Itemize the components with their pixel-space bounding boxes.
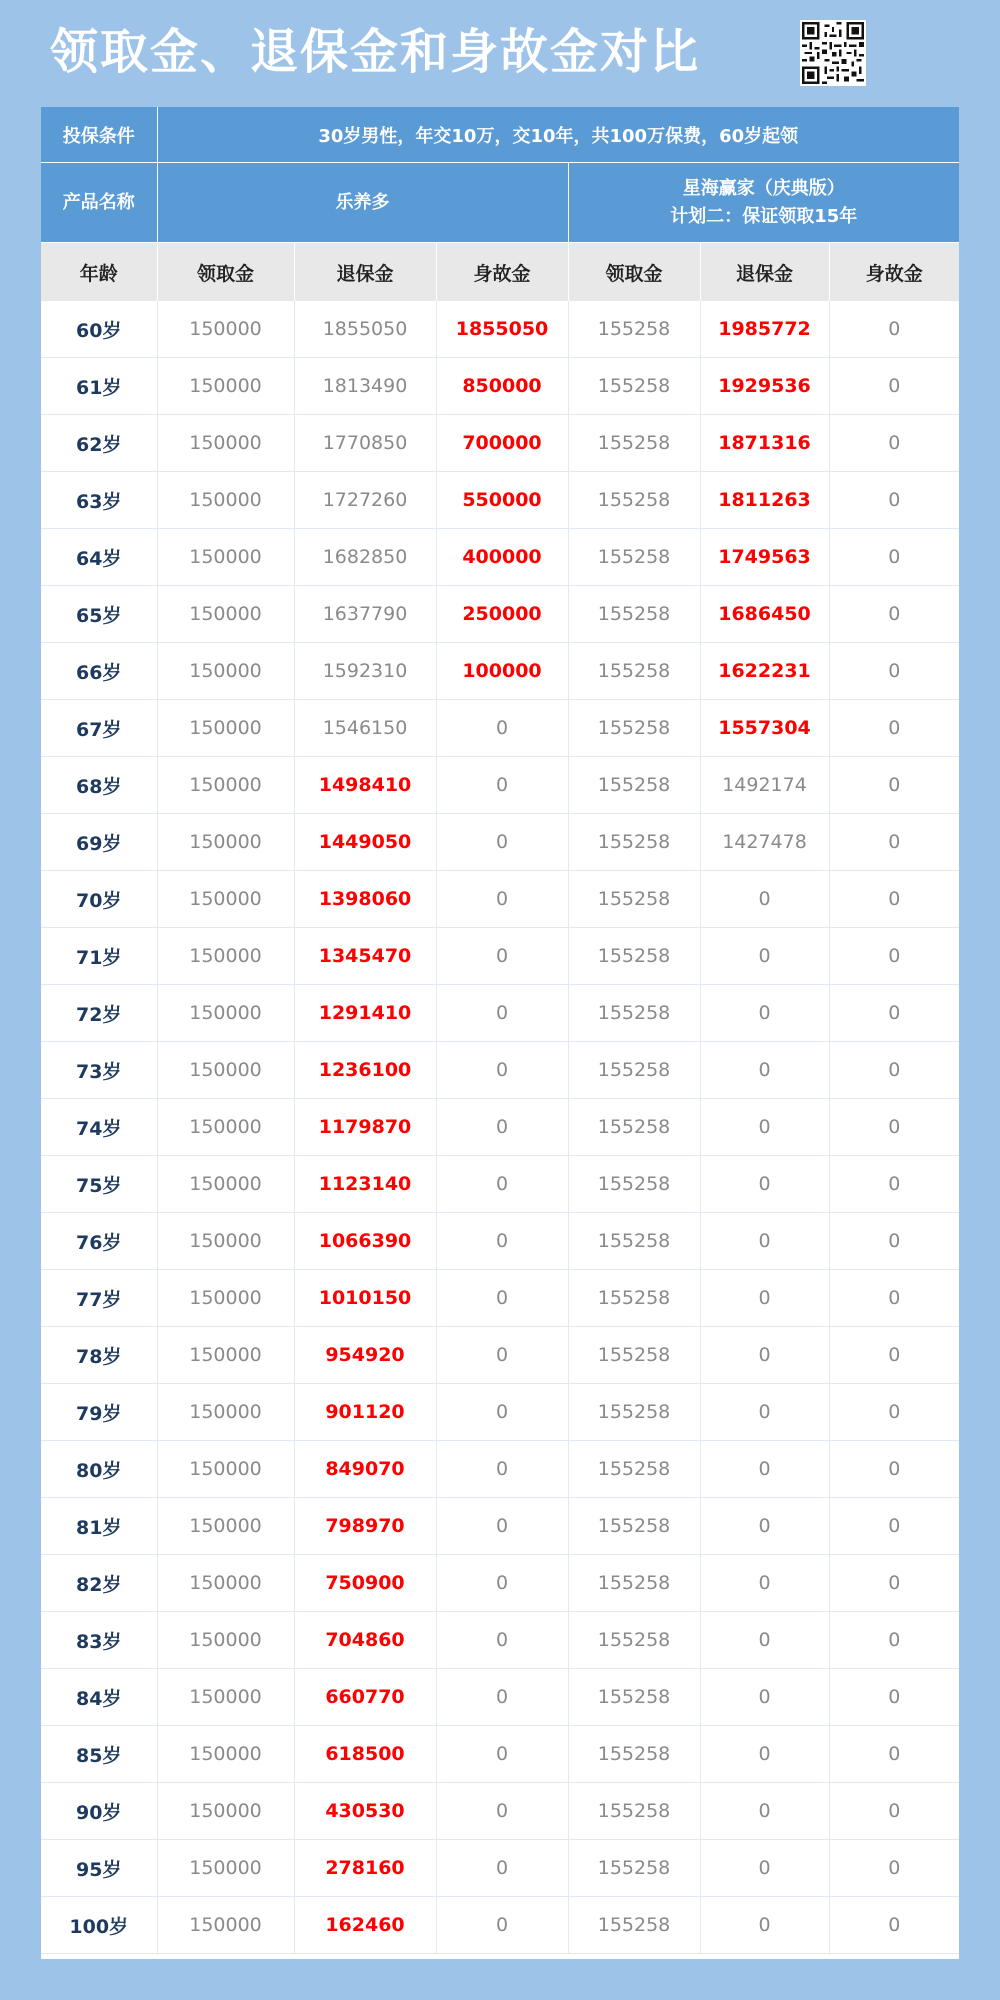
table-row <box>41 1726 959 1783</box>
p1-death-benefit-cell: 0 <box>436 985 568 1042</box>
table-row <box>41 529 959 586</box>
p2-payout-cell: 155258 <box>568 1897 700 1954</box>
p1-death-benefit-cell: 1855050 <box>436 301 568 358</box>
p1-death-benefit-cell: 0 <box>436 1099 568 1156</box>
p2-surrender-cell: 1427478 <box>700 814 829 871</box>
table-row <box>41 1555 959 1612</box>
conditions-value: 30岁男性，年交10万，交10年，共100万保费，60岁起领 <box>157 107 959 163</box>
p1-surrender-cell: 1498410 <box>294 757 436 814</box>
p2-surrender-cell: 1557304 <box>700 700 829 757</box>
p2-payout-cell: 155258 <box>568 472 700 529</box>
p1-surrender-cell: 954920 <box>294 1327 436 1384</box>
table-row <box>41 700 959 757</box>
p1-surrender-cell: 1066390 <box>294 1213 436 1270</box>
p2-death-benefit-cell: 0 <box>829 1213 959 1270</box>
p1-surrender-cell: 1682850 <box>294 529 436 586</box>
p2-surrender-cell: 0 <box>700 1156 829 1213</box>
p2-death-benefit-cell: 0 <box>829 1498 959 1555</box>
p2-payout-cell: 155258 <box>568 1669 700 1726</box>
age-cell: 72岁 <box>41 985 157 1042</box>
p2-death-benefit-cell: 0 <box>829 1726 959 1783</box>
conditions-row <box>41 107 959 163</box>
table-row <box>41 1783 959 1840</box>
product-name-row <box>41 163 959 243</box>
table-row <box>41 757 959 814</box>
age-cell: 66岁 <box>41 643 157 700</box>
p1-surrender-cell: 1345470 <box>294 928 436 985</box>
p1-payout-cell: 150000 <box>157 814 294 871</box>
p1-death-benefit-cell: 0 <box>436 814 568 871</box>
p2-surrender-cell: 0 <box>700 1840 829 1897</box>
p2-death-benefit-cell: 0 <box>829 1840 959 1897</box>
p1-surrender-cell: 430530 <box>294 1783 436 1840</box>
p1-surrender-cell: 278160 <box>294 1840 436 1897</box>
p1-payout-cell: 150000 <box>157 1042 294 1099</box>
p1-payout-cell: 150000 <box>157 586 294 643</box>
p1-death-benefit-cell: 0 <box>436 757 568 814</box>
p2-payout-cell: 155258 <box>568 814 700 871</box>
p1-death-benefit-cell: 0 <box>436 1669 568 1726</box>
p1-death-benefit-cell: 0 <box>436 1612 568 1669</box>
p2-surrender-cell: 0 <box>700 985 829 1042</box>
p2-payout-cell: 155258 <box>568 1213 700 1270</box>
p2-payout-cell: 155258 <box>568 1783 700 1840</box>
p1-surrender-cell: 704860 <box>294 1612 436 1669</box>
p2-payout-cell: 155258 <box>568 1726 700 1783</box>
age-cell: 71岁 <box>41 928 157 985</box>
p2-death-benefit-cell: 0 <box>829 757 959 814</box>
p1-death-benefit-cell: 0 <box>436 1726 568 1783</box>
p1-payout-cell: 150000 <box>157 1384 294 1441</box>
p2-surrender-cell: 1985772 <box>700 301 829 358</box>
p1-surrender-cell: 1813490 <box>294 358 436 415</box>
p2-payout-cell: 155258 <box>568 871 700 928</box>
p1-payout-cell: 150000 <box>157 1156 294 1213</box>
p2-surrender-cell: 1492174 <box>700 757 829 814</box>
p1-surrender-cell: 618500 <box>294 1726 436 1783</box>
p1-surrender-cell: 1179870 <box>294 1099 436 1156</box>
table-row <box>41 1327 959 1384</box>
p1-death-benefit-cell: 0 <box>436 1156 568 1213</box>
p2-death-benefit-cell: 0 <box>829 1156 959 1213</box>
age-cell: 85岁 <box>41 1726 157 1783</box>
p1-surrender-cell: 1449050 <box>294 814 436 871</box>
p2-death-benefit-cell: 0 <box>829 529 959 586</box>
table-row <box>41 1384 959 1441</box>
p2-payout-cell: 155258 <box>568 1840 700 1897</box>
age-cell: 80岁 <box>41 1441 157 1498</box>
table-row <box>41 1669 959 1726</box>
comparison-table <box>41 107 959 1954</box>
product-2-name <box>568 163 959 243</box>
p1-payout-cell: 150000 <box>157 1726 294 1783</box>
column-header-age: 年龄 <box>41 243 157 302</box>
p1-death-benefit-cell: 0 <box>436 700 568 757</box>
p1-surrender-cell: 1546150 <box>294 700 436 757</box>
p1-payout-cell: 150000 <box>157 415 294 472</box>
p1-death-benefit-cell: 400000 <box>436 529 568 586</box>
p2-death-benefit-cell: 0 <box>829 700 959 757</box>
table-row <box>41 1156 959 1213</box>
p1-surrender-cell: 1637790 <box>294 586 436 643</box>
table-row <box>41 871 959 928</box>
product-1-name: 乐养多 <box>157 163 568 243</box>
p1-death-benefit-cell: 0 <box>436 1213 568 1270</box>
p1-surrender-cell: 660770 <box>294 1669 436 1726</box>
column-header-p2-surrender: 退保金 <box>700 243 829 302</box>
table-row <box>41 1897 959 1954</box>
p1-payout-cell: 150000 <box>157 985 294 1042</box>
age-cell: 68岁 <box>41 757 157 814</box>
p1-death-benefit-cell: 0 <box>436 928 568 985</box>
p2-payout-cell: 155258 <box>568 1384 700 1441</box>
p2-payout-cell: 155258 <box>568 1270 700 1327</box>
age-cell: 77岁 <box>41 1270 157 1327</box>
p1-payout-cell: 150000 <box>157 757 294 814</box>
p1-payout-cell: 150000 <box>157 700 294 757</box>
p1-surrender-cell: 1123140 <box>294 1156 436 1213</box>
p2-surrender-cell: 1811263 <box>700 472 829 529</box>
p1-surrender-cell: 1855050 <box>294 301 436 358</box>
p1-payout-cell: 150000 <box>157 472 294 529</box>
p2-death-benefit-cell: 0 <box>829 928 959 985</box>
p1-death-benefit-cell: 0 <box>436 1327 568 1384</box>
p2-death-benefit-cell: 0 <box>829 358 959 415</box>
p2-payout-cell: 155258 <box>568 643 700 700</box>
p2-surrender-cell: 0 <box>700 1783 829 1840</box>
p1-payout-cell: 150000 <box>157 928 294 985</box>
column-header-p2-death-benefit: 身故金 <box>829 243 959 302</box>
table-row <box>41 1840 959 1897</box>
p1-surrender-cell: 162460 <box>294 1897 436 1954</box>
p2-surrender-cell: 0 <box>700 871 829 928</box>
p1-payout-cell: 150000 <box>157 1099 294 1156</box>
table-row <box>41 586 959 643</box>
age-cell: 65岁 <box>41 586 157 643</box>
comparison-table-card <box>41 107 959 1959</box>
p2-death-benefit-cell: 0 <box>829 1612 959 1669</box>
p2-surrender-cell: 1749563 <box>700 529 829 586</box>
p2-death-benefit-cell: 0 <box>829 1897 959 1954</box>
p1-payout-cell: 150000 <box>157 1270 294 1327</box>
age-cell: 84岁 <box>41 1669 157 1726</box>
p1-death-benefit-cell: 0 <box>436 1555 568 1612</box>
p2-death-benefit-cell: 0 <box>829 586 959 643</box>
table-row <box>41 928 959 985</box>
p1-death-benefit-cell: 0 <box>436 1897 568 1954</box>
p2-payout-cell: 155258 <box>568 1555 700 1612</box>
p2-payout-cell: 155258 <box>568 301 700 358</box>
table-row <box>41 1612 959 1669</box>
age-cell: 73岁 <box>41 1042 157 1099</box>
p1-death-benefit-cell: 0 <box>436 1840 568 1897</box>
age-cell: 78岁 <box>41 1327 157 1384</box>
age-cell: 63岁 <box>41 472 157 529</box>
p1-death-benefit-cell: 550000 <box>436 472 568 529</box>
p1-surrender-cell: 1592310 <box>294 643 436 700</box>
p2-payout-cell: 155258 <box>568 1156 700 1213</box>
p2-payout-cell: 155258 <box>568 1612 700 1669</box>
p2-payout-cell: 155258 <box>568 700 700 757</box>
p1-death-benefit-cell: 0 <box>436 1441 568 1498</box>
column-header-p2-payout: 领取金 <box>568 243 700 302</box>
p1-payout-cell: 150000 <box>157 1669 294 1726</box>
p1-surrender-cell: 1727260 <box>294 472 436 529</box>
p2-death-benefit-cell: 0 <box>829 472 959 529</box>
p2-payout-cell: 155258 <box>568 757 700 814</box>
p2-payout-cell: 155258 <box>568 529 700 586</box>
table-row <box>41 1099 959 1156</box>
page-title: 领取金、退保金和身故金对比 <box>50 24 701 80</box>
p2-payout-cell: 155258 <box>568 1042 700 1099</box>
product-name-label: 产品名称 <box>41 163 157 243</box>
p2-payout-cell: 155258 <box>568 1441 700 1498</box>
p2-surrender-cell: 0 <box>700 928 829 985</box>
p2-payout-cell: 155258 <box>568 985 700 1042</box>
p2-payout-cell: 155258 <box>568 1099 700 1156</box>
p2-surrender-cell: 0 <box>700 1612 829 1669</box>
p1-surrender-cell: 750900 <box>294 1555 436 1612</box>
p2-death-benefit-cell: 0 <box>829 1669 959 1726</box>
qr-code-icon <box>800 20 866 86</box>
age-cell: 74岁 <box>41 1099 157 1156</box>
column-header-p1-death-benefit: 身故金 <box>436 243 568 302</box>
p1-surrender-cell: 1291410 <box>294 985 436 1042</box>
age-cell: 81岁 <box>41 1498 157 1555</box>
age-cell: 69岁 <box>41 814 157 871</box>
age-cell: 64岁 <box>41 529 157 586</box>
p1-surrender-cell: 1398060 <box>294 871 436 928</box>
p2-surrender-cell: 1622231 <box>700 643 829 700</box>
p1-death-benefit-cell: 0 <box>436 1042 568 1099</box>
p1-death-benefit-cell: 0 <box>436 871 568 928</box>
p2-death-benefit-cell: 0 <box>829 1441 959 1498</box>
table-row <box>41 1213 959 1270</box>
p2-payout-cell: 155258 <box>568 928 700 985</box>
p1-death-benefit-cell: 100000 <box>436 643 568 700</box>
p1-payout-cell: 150000 <box>157 1213 294 1270</box>
p2-death-benefit-cell: 0 <box>829 1783 959 1840</box>
p1-death-benefit-cell: 0 <box>436 1498 568 1555</box>
p1-death-benefit-cell: 0 <box>436 1783 568 1840</box>
p1-payout-cell: 150000 <box>157 301 294 358</box>
p2-death-benefit-cell: 0 <box>829 1099 959 1156</box>
age-cell: 83岁 <box>41 1612 157 1669</box>
p1-death-benefit-cell: 700000 <box>436 415 568 472</box>
p2-death-benefit-cell: 0 <box>829 1270 959 1327</box>
p2-surrender-cell: 0 <box>700 1726 829 1783</box>
p2-death-benefit-cell: 0 <box>829 1042 959 1099</box>
p2-death-benefit-cell: 0 <box>829 871 959 928</box>
p2-payout-cell: 155258 <box>568 415 700 472</box>
table-row <box>41 358 959 415</box>
p2-death-benefit-cell: 0 <box>829 415 959 472</box>
age-cell: 61岁 <box>41 358 157 415</box>
p2-payout-cell: 155258 <box>568 586 700 643</box>
p2-surrender-cell: 0 <box>700 1555 829 1612</box>
table-row <box>41 1441 959 1498</box>
table-row <box>41 1042 959 1099</box>
p2-death-benefit-cell: 0 <box>829 1384 959 1441</box>
p2-death-benefit-cell: 0 <box>829 643 959 700</box>
p1-surrender-cell: 798970 <box>294 1498 436 1555</box>
p2-surrender-cell: 0 <box>700 1042 829 1099</box>
p1-payout-cell: 150000 <box>157 358 294 415</box>
p1-death-benefit-cell: 250000 <box>436 586 568 643</box>
p2-death-benefit-cell: 0 <box>829 301 959 358</box>
p2-surrender-cell: 1929536 <box>700 358 829 415</box>
p1-surrender-cell: 1010150 <box>294 1270 436 1327</box>
age-cell: 90岁 <box>41 1783 157 1840</box>
p2-surrender-cell: 0 <box>700 1270 829 1327</box>
p1-payout-cell: 150000 <box>157 1897 294 1954</box>
p1-surrender-cell: 849070 <box>294 1441 436 1498</box>
age-cell: 82岁 <box>41 1555 157 1612</box>
p2-surrender-cell: 0 <box>700 1327 829 1384</box>
table-row <box>41 472 959 529</box>
age-cell: 76岁 <box>41 1213 157 1270</box>
age-cell: 62岁 <box>41 415 157 472</box>
p1-death-benefit-cell: 0 <box>436 1384 568 1441</box>
p1-payout-cell: 150000 <box>157 1441 294 1498</box>
p1-payout-cell: 150000 <box>157 1555 294 1612</box>
p1-surrender-cell: 901120 <box>294 1384 436 1441</box>
conditions-label: 投保条件 <box>41 107 157 163</box>
p1-payout-cell: 150000 <box>157 1327 294 1384</box>
age-cell: 100岁 <box>41 1897 157 1954</box>
p1-death-benefit-cell: 850000 <box>436 358 568 415</box>
product-2-name-line1: 星海赢家（庆典版） <box>682 177 845 199</box>
p2-payout-cell: 155258 <box>568 358 700 415</box>
p2-death-benefit-cell: 0 <box>829 1327 959 1384</box>
p1-death-benefit-cell: 0 <box>436 1270 568 1327</box>
p2-surrender-cell: 0 <box>700 1099 829 1156</box>
p2-surrender-cell: 0 <box>700 1441 829 1498</box>
p2-surrender-cell: 0 <box>700 1669 829 1726</box>
age-cell: 75岁 <box>41 1156 157 1213</box>
age-cell: 95岁 <box>41 1840 157 1897</box>
p2-death-benefit-cell: 0 <box>829 814 959 871</box>
p2-surrender-cell: 0 <box>700 1498 829 1555</box>
table-row <box>41 985 959 1042</box>
table-row <box>41 1498 959 1555</box>
p2-surrender-cell: 1871316 <box>700 415 829 472</box>
p1-payout-cell: 150000 <box>157 871 294 928</box>
p1-payout-cell: 150000 <box>157 1783 294 1840</box>
p2-surrender-cell: 1686450 <box>700 586 829 643</box>
p1-payout-cell: 150000 <box>157 1840 294 1897</box>
age-cell: 60岁 <box>41 301 157 358</box>
table-row <box>41 643 959 700</box>
p2-payout-cell: 155258 <box>568 1327 700 1384</box>
column-header-p1-surrender: 退保金 <box>294 243 436 302</box>
p2-surrender-cell: 0 <box>700 1213 829 1270</box>
age-cell: 70岁 <box>41 871 157 928</box>
age-cell: 79岁 <box>41 1384 157 1441</box>
p1-payout-cell: 150000 <box>157 643 294 700</box>
table-row <box>41 301 959 358</box>
p2-surrender-cell: 0 <box>700 1384 829 1441</box>
p2-death-benefit-cell: 0 <box>829 1555 959 1612</box>
table-row <box>41 1270 959 1327</box>
p1-payout-cell: 150000 <box>157 529 294 586</box>
table-row <box>41 814 959 871</box>
age-cell: 67岁 <box>41 700 157 757</box>
column-header-p1-payout: 领取金 <box>157 243 294 302</box>
p1-payout-cell: 150000 <box>157 1612 294 1669</box>
table-row <box>41 415 959 472</box>
p1-surrender-cell: 1770850 <box>294 415 436 472</box>
product-2-name-line2: 计划二：保证领取15年 <box>670 205 858 227</box>
p2-surrender-cell: 0 <box>700 1897 829 1954</box>
p1-payout-cell: 150000 <box>157 1498 294 1555</box>
p1-surrender-cell: 1236100 <box>294 1042 436 1099</box>
column-header-row <box>41 243 959 302</box>
p2-payout-cell: 155258 <box>568 1498 700 1555</box>
p2-death-benefit-cell: 0 <box>829 985 959 1042</box>
